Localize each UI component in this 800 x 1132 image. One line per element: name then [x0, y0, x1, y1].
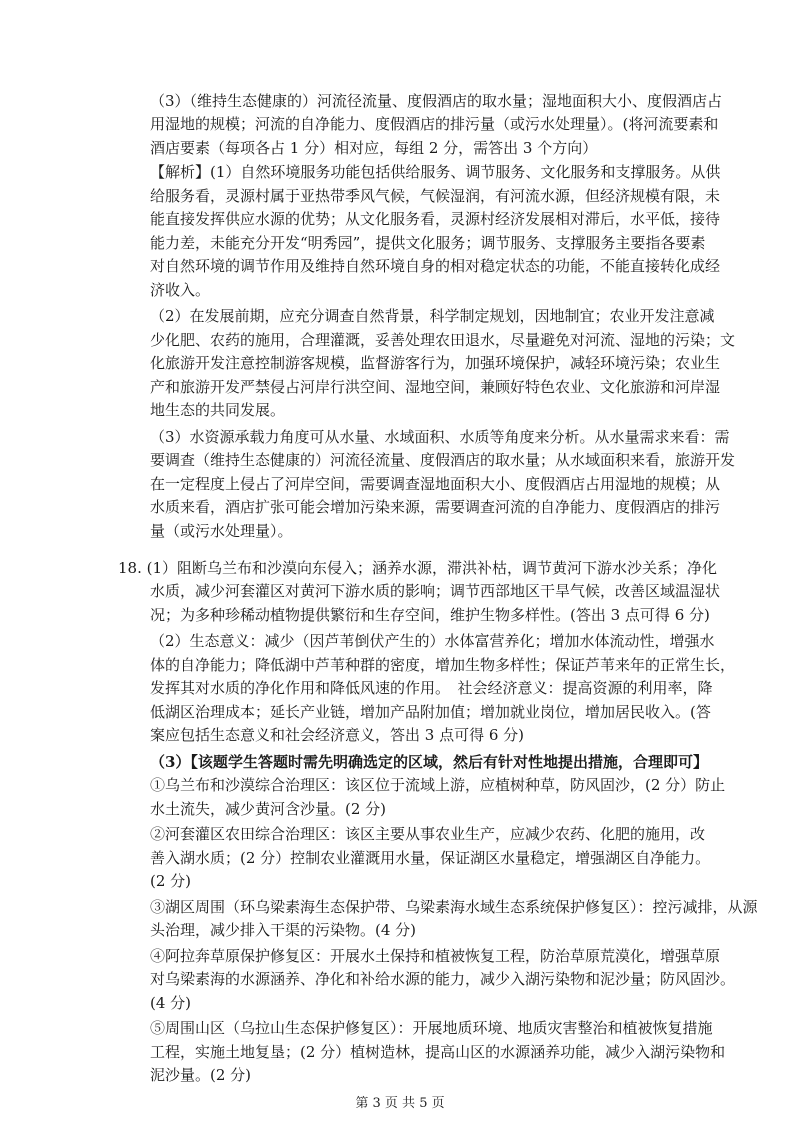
text-line: 【解析】(1）自然环境服务功能包括供给服务、调节服务、文化服务和支撑服务。从供	[150, 163, 721, 181]
text-line: 低湖区治理成本；延长产业链，增加产品附加值；增加就业岗位，增加居民收入。(答	[150, 703, 711, 721]
bold-note-line: （3）【该题学生答题时需先明确选定的区域，然后有针对性地提出措施，合理即可】	[150, 753, 708, 771]
text-line: （3）水资源承载力角度可从水量、水域面积、水质等角度来分析。从水量需求来看：需	[150, 428, 730, 446]
text-line: 给服务看，灵源村属于亚热带季风气候，气候湿润，有河流水源，但经济规模有限，未	[150, 187, 721, 205]
text-line: 案应包括生态意义和社会经济意义，答出 3 点可得 6 分)	[150, 726, 525, 744]
text-line: 对乌梁素海的水源涵养、净化和补给水源的能力，减少入湖污染物和泥沙量；防风固沙。	[150, 970, 736, 988]
text-line: 发挥其对水质的净化作用和降低风速的作用。 社会经济意义：提高资源的利用率，降	[150, 679, 713, 697]
text-line: 量（或污水处理量）。	[150, 522, 293, 540]
text-line: 能直接发挥供应水源的优势；从文化服务看，灵源村经济发展相对滞后，水平低，接待	[150, 210, 721, 228]
text-line: 化旅游开发注意控制游客规模，监督游客行为，加强环境保护，减轻环境污染；农业生	[150, 354, 721, 372]
text-line: (2 分)	[150, 872, 192, 890]
text-line: 泥沙量。(2 分)	[150, 1066, 252, 1084]
text-line: ③湖区周围（环乌梁素海生态保护带、乌梁素海水域生态系统保护修复区）：控污减排，从源	[150, 898, 758, 916]
text-line: 水质，减少河套灌区对黄河下游水质的影响；调节西部地区干旱气候，改善区域温湿状	[150, 582, 721, 600]
text-line: 对自然环境的调节作用及维持自然环境自身的相对稳定状态的功能，不能直接转化成经	[150, 257, 721, 275]
text-line: 能力差，未能充分开发“明秀园”，提供文化服务；调节服务、支撑服务主要指各要素	[150, 234, 706, 252]
text-line: 用湿地的规模；河流的自净能力、度假酒店的排污量（或污水处理量）。(将河流要素和	[150, 115, 719, 133]
text-line: 要调查（维持生态健康的）河流径流量、度假酒店的取水量；从水域面积来看，旅游开发	[150, 451, 736, 469]
text-line: 济收入。	[150, 281, 211, 299]
text-line: 少化肥、农药的施用，合理灌溉，妥善处理农田退水，尽量避免对河流、湿地的污染；文	[150, 331, 736, 349]
text-line: 善入湖水质；(2 分）控制农业灌溉用水量，保证湖区水量稳定，增强湖区自净能力。	[150, 849, 711, 867]
text-line: 体的自净能力；降低湖中芦苇种群的密度，增加生物多样性；保证芦苇来年的正常生长，	[150, 656, 736, 674]
text-line: 头治理，减少排入干渠的污染物。(4 分)	[150, 921, 417, 939]
text-line: ④阿拉奔草原保护修复区：开展水土保持和植被恢复工程，防治草原荒漠化，增强草原	[150, 947, 721, 965]
text-line: (4 分)	[150, 994, 192, 1012]
text-line: 水土流失，减少黄河含沙量。(2 分)	[150, 800, 387, 818]
text-line: 在一定程度上侵占了河岸空间，需要调查湿地面积大小、度假酒店占用湿地的规模；从	[150, 475, 721, 493]
text-line: （2）在发展前期，应充分调查自然背景，科学制定规划，因地制宜；农业开发注意减	[150, 307, 715, 325]
page-number-footer: 第 3 页 共 5 页	[355, 1096, 445, 1111]
text-line: （3）（维持生态健康的）河流径流量、度假酒店的取水量；湿地面积大小、度假酒店占	[150, 92, 723, 110]
text-line: 况；为多种珍稀动植物提供繁衍和生存空间，维护生物多样性。(答出 3 点可得 6 分)	[150, 606, 710, 624]
text-line: 酒店要素（每项各占 1 分）相对应，每组 2 分，需答出 3 个方向）	[150, 139, 598, 157]
text-line: 水质来看，酒店扩张可能会增加污染来源，需要调查河流的自净能力、度假酒店的排污	[150, 498, 721, 516]
text-line: （2）生态意义：减少（因芦苇倒伏产生的）水体富营养化；增加水体流动性，增强水	[150, 632, 715, 650]
text-line: 地生态的共同发展。	[150, 401, 286, 419]
text-line: ①乌兰布和沙漠综合治理区：该区位于流域上游，应植树种草，防风固沙，(2 分）防止	[150, 776, 726, 794]
text-line: ②河套灌区农田综合治理区：该区主要从事农业生产，应减少农药、化肥的施用，改	[150, 825, 706, 843]
text-line: 产和旅游开发严禁侵占河岸行洪空间、湿地空间，兼顾好特色农业、文化旅游和河岸湿	[150, 378, 721, 396]
question-18-line: 18. (1）阻断乌兰布和沙漠向东侵入；涵养水源，滞洪补枯，调节黄河下游水沙关系；净化	[118, 559, 718, 577]
text-line: 工程，实施土地复垦；(2 分）植树造林，提高山区的水源涵养功能，减少入湖污染物和	[150, 1043, 726, 1061]
text-line: ⑤周围山区（乌拉山生态保护修复区）：开展地质环境、地质灾害整治和植被恢复措施	[150, 1019, 713, 1037]
